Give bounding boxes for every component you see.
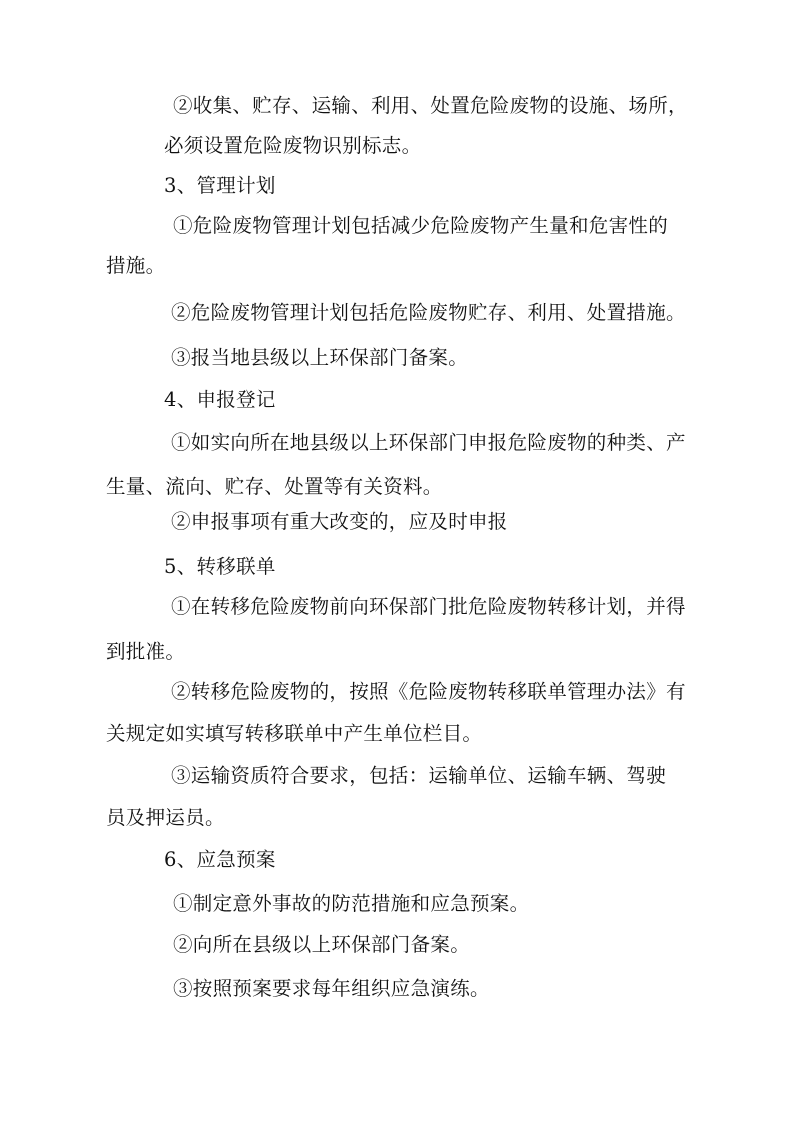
text-line: ②转移危险废物的，按照《危险废物转移联单管理办法》有 (171, 680, 686, 703)
text-line: 3、管理计划 (164, 174, 276, 197)
text-line: ②申报事项有重大改变的，应及时申报 (171, 510, 508, 533)
text-line: 必须设置危险废物识别标志。 (164, 134, 422, 157)
text-line: ②向所在县级以上环保部门备案。 (173, 933, 471, 956)
text-line: 员及押运员。 (106, 806, 225, 829)
text-line: ①制定意外事故的防范措施和应急预案。 (173, 892, 530, 915)
text-line: 到批准。 (106, 640, 186, 663)
text-line: ③按照预案要求每年组织应急演练。 (173, 977, 490, 1000)
text-line: ②危险废物管理计划包括危险废物贮存、利用、处置措施。 (171, 301, 686, 324)
text-line: 关规定如实填写转移联单中产生单位栏目。 (106, 722, 483, 745)
text-line: ②收集、贮存、运输、利用、处置危险废物的设施、场所， (173, 94, 688, 117)
text-line: ①危险废物管理计划包括减少危险废物产生量和危害性的 (173, 214, 669, 237)
text-line: ③报当地县级以上环保部门备案。 (171, 346, 469, 369)
text-line: ①在转移危险废物前向环保部门批危险废物转移计划，并得 (171, 595, 686, 618)
text-line: 6、应急预案 (164, 848, 276, 871)
text-line: 4、申报登记 (164, 388, 276, 411)
text-line: ①如实向所在地县级以上环保部门申报危险废物的种类、产 (171, 431, 686, 454)
text-line: 5、转移联单 (164, 555, 276, 578)
text-line: 生量、流向、贮存、处置等有关资料。 (106, 475, 443, 498)
text-line: 措施。 (106, 254, 166, 277)
text-line: ③运输资质符合要求，包括：运输单位、运输车辆、驾驶 (171, 764, 667, 787)
